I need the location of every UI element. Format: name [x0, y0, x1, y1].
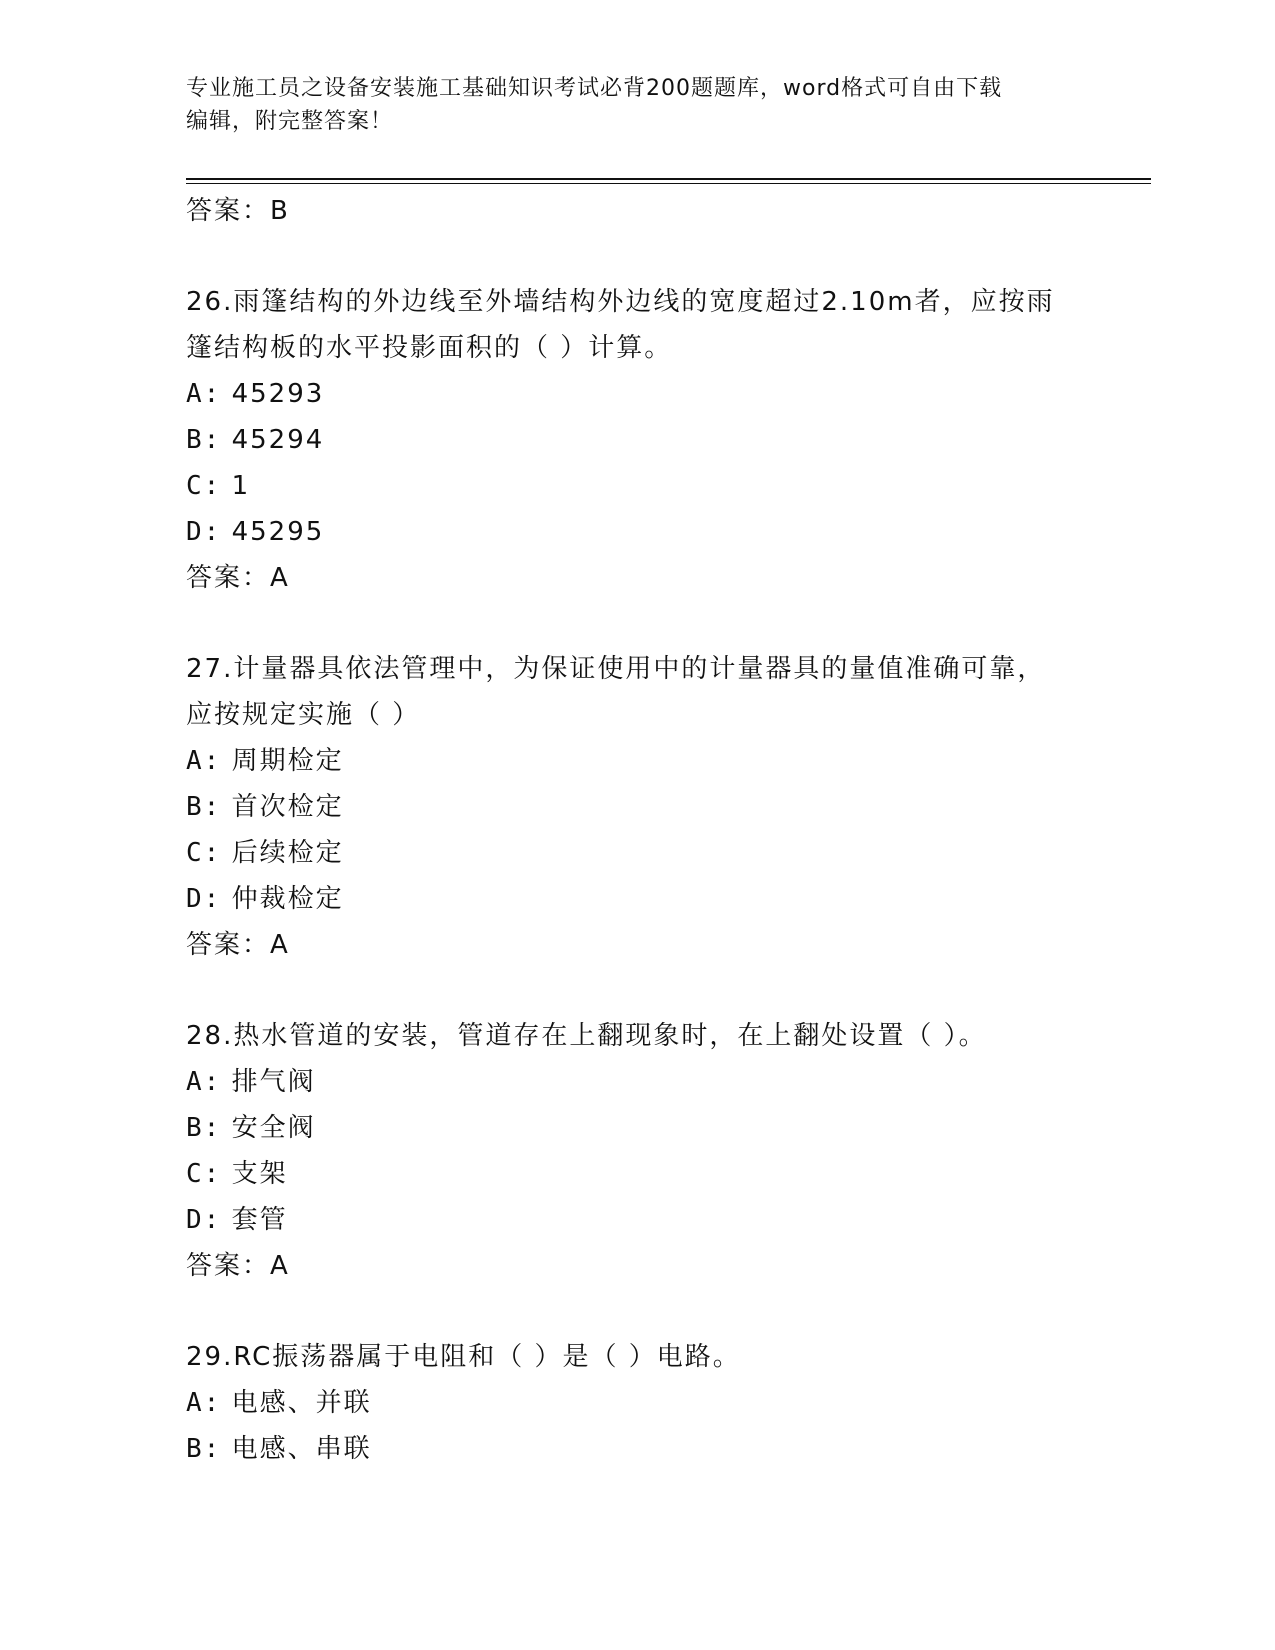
option-key: D: [186, 884, 222, 914]
option-key: A: [186, 1388, 222, 1418]
option-key: C: [186, 1159, 222, 1189]
question-text: 应按规定实施（ ） [186, 700, 421, 730]
option-text: 电感、并联 [231, 1388, 372, 1418]
option-d [186, 509, 1151, 555]
option-c [186, 1151, 1151, 1197]
option-key: C: [186, 838, 222, 868]
spacer [186, 968, 1151, 1013]
option-text: 套管 [231, 1205, 288, 1235]
header-line-1: 专业施工员之设备安装施工基础知识考试必背200题题库，word格式可自由下载 [186, 76, 1003, 101]
question-text: 27.计量器具依法管理中，为保证使用中的计量器具的量值准确可靠， [186, 654, 1046, 684]
option-text: 首次检定 [231, 792, 344, 822]
question-text: 29.RC振荡器属于电阻和（ ）是（ ）电路。 [186, 1342, 741, 1372]
option-key: D: [186, 517, 222, 547]
spacer [186, 601, 1151, 646]
option-a [186, 1380, 1151, 1426]
header-rule-thick [186, 178, 1151, 180]
option-text: 1 [231, 471, 251, 501]
question-text: 28.热水管道的安装，管道存在上翻现象时，在上翻处设置（ ）。 [186, 1021, 987, 1051]
question-list [186, 188, 1151, 1472]
option-d [186, 1197, 1151, 1243]
option-text: 45295 [231, 517, 325, 547]
option-text: 周期检定 [231, 746, 344, 776]
option-b [186, 1426, 1151, 1472]
option-key: D: [186, 1205, 222, 1235]
option-b [186, 1105, 1151, 1151]
option-text: 45294 [231, 425, 325, 455]
option-text: 45293 [231, 379, 325, 409]
option-key: B: [186, 1113, 222, 1143]
answer: 答案：A [186, 1251, 290, 1281]
option-key: A: [186, 379, 222, 409]
header-rule-thin [186, 183, 1151, 184]
question-block [186, 646, 1151, 968]
option-a [186, 371, 1151, 417]
option-text: 电感、串联 [231, 1434, 372, 1464]
question-block [186, 279, 1151, 601]
option-key: A: [186, 746, 222, 776]
option-text: 仲裁检定 [231, 884, 344, 914]
answer: 答案：A [186, 930, 290, 960]
option-text: 后续检定 [231, 838, 344, 868]
question-block [186, 1334, 1151, 1472]
option-b [186, 784, 1151, 830]
document-header [186, 72, 1086, 138]
option-key: A: [186, 1067, 222, 1097]
option-text: 支架 [231, 1159, 288, 1189]
option-key: C: [186, 471, 222, 501]
header-line-2: 编辑，附完整答案！ [186, 109, 394, 134]
spacer [186, 234, 1151, 279]
option-b [186, 417, 1151, 463]
spacer [186, 1289, 1151, 1334]
option-a [186, 1059, 1151, 1105]
question-text: 26.雨篷结构的外边线至外墙结构外边线的宽度超过2.10m者，应按雨 [186, 287, 1055, 317]
option-key: B: [186, 425, 222, 455]
option-a [186, 738, 1151, 784]
option-c [186, 830, 1151, 876]
option-c [186, 463, 1151, 509]
option-key: B: [186, 792, 222, 822]
option-d [186, 876, 1151, 922]
option-text: 排气阀 [231, 1067, 316, 1097]
option-key: B: [186, 1434, 222, 1464]
answer: 答案：A [186, 563, 290, 593]
previous-answer: 答案：B [186, 196, 290, 226]
option-text: 安全阀 [231, 1113, 316, 1143]
question-text: 篷结构板的水平投影面积的（ ）计算。 [186, 333, 673, 363]
question-block [186, 1013, 1151, 1289]
